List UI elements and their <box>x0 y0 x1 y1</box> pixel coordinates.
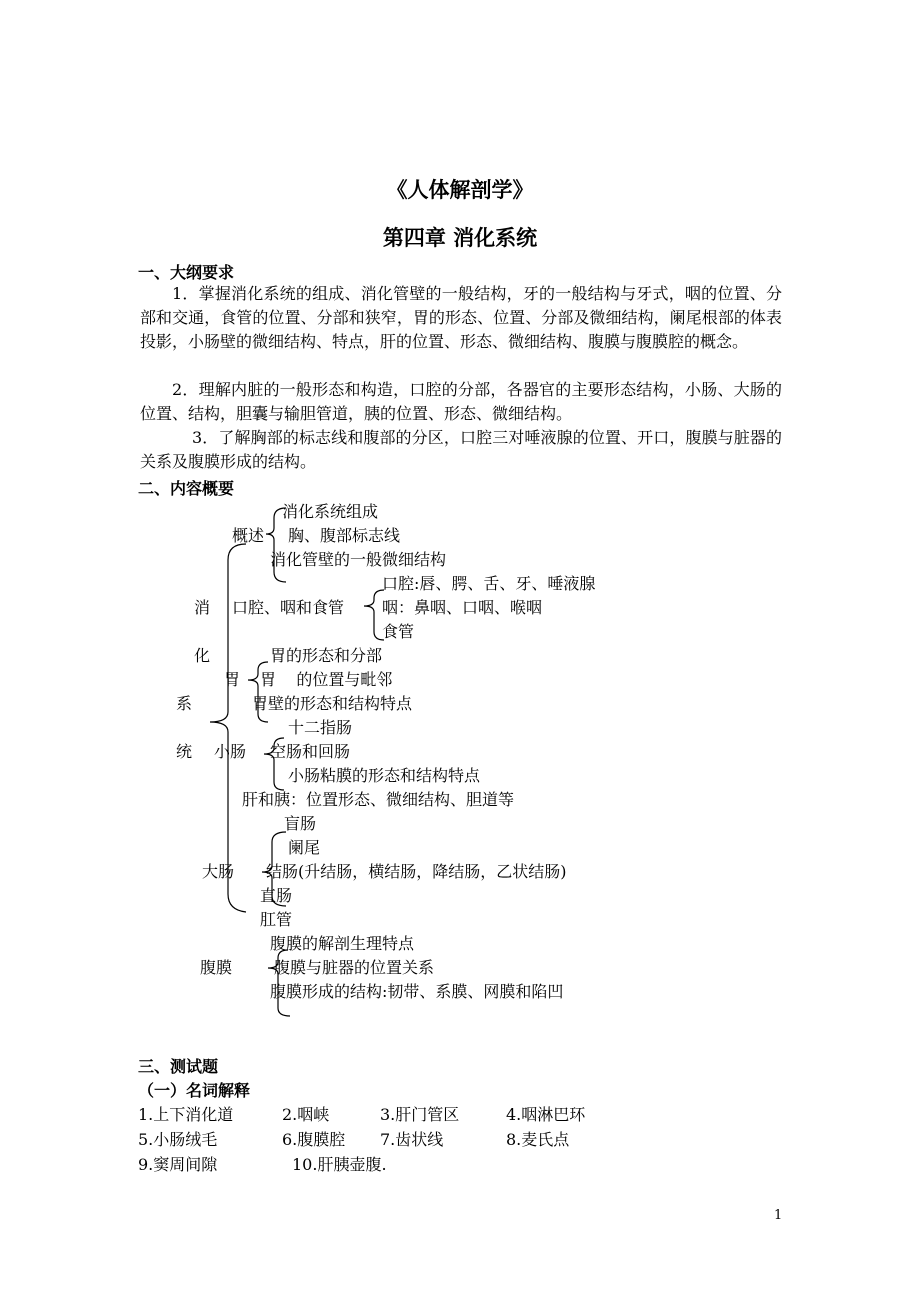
sub-heading-terms: （一）名词解释 <box>138 1081 251 1100</box>
root-char-3: 系 <box>176 694 193 713</box>
term-item: 3.肝门管区 <box>380 1105 460 1124</box>
stomach-item-3: 胃壁的形态和结构特点 <box>252 694 413 713</box>
root-char-2: 化 <box>194 646 211 665</box>
peritoneum-item-3: 腹膜形成的结构:韧带、系膜、网膜和陷凹 <box>270 982 564 1001</box>
section-heading-syllabus: 一、大纲要求 <box>138 263 235 282</box>
syllabus-paragraph-1: 1．掌握消化系统的组成、消化管壁的一般结构，牙的一般结构与牙式，咽的位置、分部和交通，食管的位置、分部和狭窄，胃的形态、位置、分部及微细结构，阑尾根部的体表投影，小肠壁的微细结构、特点，肝的位置、形态、微细结构、腹膜与腹膜腔的概念。 <box>140 284 782 351</box>
syllabus-paragraph-2: 2．理解内脏的一般形态和构造，口腔的分部，各器官的主要形态结构，小肠、大肠的位置、结构，胆囊与输胆管道，胰的位置、形态、微细结构。 <box>140 380 782 423</box>
section-heading-tests: 三、测试题 <box>138 1057 219 1076</box>
large-intestine-item-1: 盲肠 <box>284 814 317 833</box>
overview-item-3: 消化管壁的一般微细结构 <box>270 550 447 569</box>
term-item: 9.窦周间隙 <box>138 1155 218 1174</box>
overview-item-2: 胸、腹部标志线 <box>288 526 401 545</box>
oral-label: 口腔、咽和食管 <box>232 598 345 617</box>
root-char-4: 统 <box>176 742 193 761</box>
large-intestine-item-5: 肛管 <box>260 910 293 929</box>
oral-item-2: 咽：鼻咽、口咽、喉咽 <box>382 598 543 617</box>
section-heading-overview: 二、内容概要 <box>138 479 235 498</box>
liver-pancreas-line: 肝和胰：位置形态、微细结构、胆道等 <box>242 790 515 809</box>
term-item: 1.上下消化道 <box>138 1105 234 1124</box>
peritoneum-label: 腹膜 <box>200 958 233 977</box>
oral-item-3: 食管 <box>382 622 415 641</box>
term-item: 6.腹膜腔 <box>282 1130 346 1149</box>
term-item: 4.咽淋巴环 <box>506 1105 586 1124</box>
small-intestine-item-3: 小肠粘膜的形态和结构特点 <box>288 766 481 785</box>
large-intestine-item-2: 阑尾 <box>288 838 321 857</box>
book-title: 《人体解剖学》 <box>386 178 534 202</box>
stomach-item-2: 胃 的位置与毗邻 <box>260 670 393 689</box>
stomach-item-1: 胃的形态和分部 <box>270 646 383 665</box>
term-item: 2.咽峡 <box>282 1105 330 1124</box>
small-intestine-item-1: 十二指肠 <box>288 718 353 737</box>
stomach-label: 胃 <box>224 670 241 689</box>
term-item: 8.麦氏点 <box>506 1130 570 1149</box>
chapter-title: 第四章 消化系统 <box>382 226 538 250</box>
peritoneum-item-1: 腹膜的解剖生理特点 <box>270 934 415 953</box>
term-item: 10.肝胰壶腹. <box>292 1155 387 1174</box>
overview-label: 概述 <box>232 526 265 545</box>
large-intestine-item-4: 直肠 <box>260 886 293 905</box>
oral-brace <box>364 590 384 640</box>
small-intestine-label: 小肠 <box>214 742 247 761</box>
term-item: 7.齿状线 <box>380 1130 444 1149</box>
page-number: 1 <box>774 1208 783 1223</box>
peritoneum-item-2: 腹膜与脏器的位置关系 <box>274 958 435 977</box>
syllabus-paragraph-3: 3．了解胸部的标志线和腹部的分区，口腔三对唾液腺的位置、开口，腹膜与脏器的关系及腹膜形成的结构。 <box>140 428 782 471</box>
term-item: 5.小肠绒毛 <box>138 1130 218 1149</box>
overview-item-1: 消化系统组成 <box>282 502 379 521</box>
large-intestine-label: 大肠 <box>202 862 235 881</box>
large-intestine-item-3: 结肠(升结肠，横结肠，降结肠，乙状结肠) <box>266 862 567 881</box>
oral-item-1: 口腔:唇、腭、舌、牙、唾液腺 <box>382 574 596 593</box>
small-intestine-item-2: 空肠和回肠 <box>270 742 351 761</box>
root-char-1: 消 <box>194 598 211 617</box>
